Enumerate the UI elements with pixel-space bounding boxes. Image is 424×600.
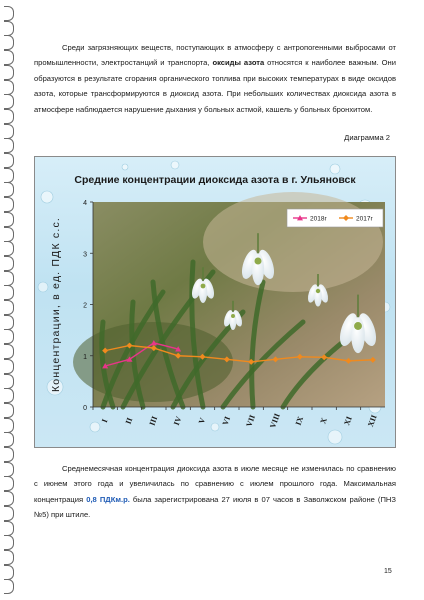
chart-legend [287, 209, 383, 227]
x-tick-label: IX [293, 415, 306, 427]
water-droplet [328, 430, 342, 444]
water-droplet [330, 164, 340, 174]
binding-ring [4, 271, 14, 286]
snowdrop-bud [354, 322, 362, 330]
binding-ring [4, 50, 14, 65]
binding-ring [4, 256, 14, 271]
binding-ring [4, 462, 14, 477]
water-droplet [41, 191, 53, 203]
binding-ring [4, 153, 14, 168]
binding-ring [4, 65, 14, 80]
binding-ring [4, 182, 14, 197]
intro-paragraph [34, 40, 396, 117]
july-paragraph [34, 461, 396, 523]
water-droplet [90, 422, 100, 432]
x-tick-label: XI [342, 415, 354, 427]
no2-line-chart [35, 157, 395, 447]
binding-ring [4, 227, 14, 242]
x-tick-label: II [123, 416, 135, 426]
x-tick-label: VIII [268, 412, 282, 430]
binding-ring [4, 80, 14, 95]
y-tick-label: 3 [83, 251, 87, 259]
binding-ring [4, 506, 14, 521]
max-concentration-value: 0,8 ПДКм.р. [86, 494, 130, 504]
binding-ring [4, 168, 14, 183]
binding-ring [4, 315, 14, 330]
y-tick-label: 1 [83, 353, 87, 361]
water-droplet [122, 164, 128, 170]
binding-ring [4, 285, 14, 300]
july-text-part1: Среднемесячная концентрация диоксида азота в июле месяце не изменилась по сравнению с июнем этого года и увеличилась по сравнению с июлем прошлого года. Максимальная концентрация [34, 464, 396, 504]
binding-ring [4, 21, 14, 36]
snowdrop-bud [254, 257, 261, 264]
spiral-binding [2, 0, 16, 600]
binding-ring [4, 359, 14, 374]
legend-label: 2017г [356, 215, 373, 223]
binding-ring [4, 403, 14, 418]
snowdrop-bud [201, 284, 206, 289]
binding-ring [4, 212, 14, 227]
binding-ring [4, 197, 14, 212]
page-number: 15 [384, 568, 392, 575]
x-tick-label: VI [220, 415, 233, 427]
y-tick-label: 4 [83, 200, 87, 207]
y-axis-label: Концентрации, в ед. ПДК с.с. [50, 216, 62, 393]
water-droplet [171, 161, 179, 169]
binding-ring [4, 138, 14, 153]
binding-ring [4, 6, 14, 21]
binding-ring [4, 491, 14, 506]
binding-ring [4, 476, 14, 491]
legend-label: 2018г [310, 215, 327, 223]
x-tick-label: XII [366, 413, 379, 429]
chart-title: Средние концентрации диоксида азота в г. Ульяновск [74, 174, 356, 186]
photo-light-patch [203, 192, 383, 292]
water-droplet [211, 423, 219, 431]
chart-frame [34, 156, 396, 448]
binding-ring [4, 35, 14, 50]
x-axis-ticks [93, 407, 379, 429]
binding-ring [4, 300, 14, 315]
snowdrop-bud [316, 289, 320, 293]
diagram-label: Диаграмма 2 [344, 133, 390, 142]
x-tick-label: IV [171, 415, 184, 427]
binding-ring [4, 109, 14, 124]
binding-ring [4, 432, 14, 447]
x-tick-label: VII [244, 413, 257, 429]
binding-ring [4, 241, 14, 256]
x-tick-label: I [99, 417, 110, 424]
binding-ring [4, 521, 14, 536]
binding-ring [4, 388, 14, 403]
binding-ring [4, 124, 14, 139]
photo-dark-patch [73, 322, 233, 402]
binding-ring [4, 550, 14, 565]
intro-text-part1: Среди загрязняющих веществ, поступающих в атмосферу с антропогенными выбросами от промышленности, электростанций и транспорта, [34, 43, 396, 68]
snowdrop-bud [231, 314, 235, 318]
binding-ring [4, 94, 14, 109]
binding-ring [4, 565, 14, 580]
x-tick-label: X [318, 416, 329, 426]
binding-ring [4, 344, 14, 359]
binding-ring [4, 447, 14, 462]
y-tick-label: 2 [83, 302, 87, 310]
water-droplet [38, 282, 48, 292]
binding-ring [4, 329, 14, 344]
july-text-part2: была зарегистрирована 27 июля в 07 часов в Заволжском районе (ПНЗ №5) при штиле. [34, 494, 396, 520]
nitrogen-oxides-bold: оксиды азота [212, 58, 265, 68]
binding-ring [4, 535, 14, 550]
intro-text-part2: относятся к наиболее важным. Они образуются в результате сгорания органического топлива при высоких температурах в виде оксидов азота, которые трансформируются в диоксид азота. При небольших количествах диоксида азота в атмосфере наблюдается нарушение дыхания у больных астмой, кашель у больных бронхитом. [34, 58, 396, 114]
x-tick-label: III [147, 414, 160, 427]
binding-ring [4, 374, 14, 389]
y-tick-label: 0 [83, 405, 87, 412]
binding-ring [4, 418, 14, 433]
binding-ring [4, 579, 14, 594]
x-tick-label: V [196, 416, 208, 426]
